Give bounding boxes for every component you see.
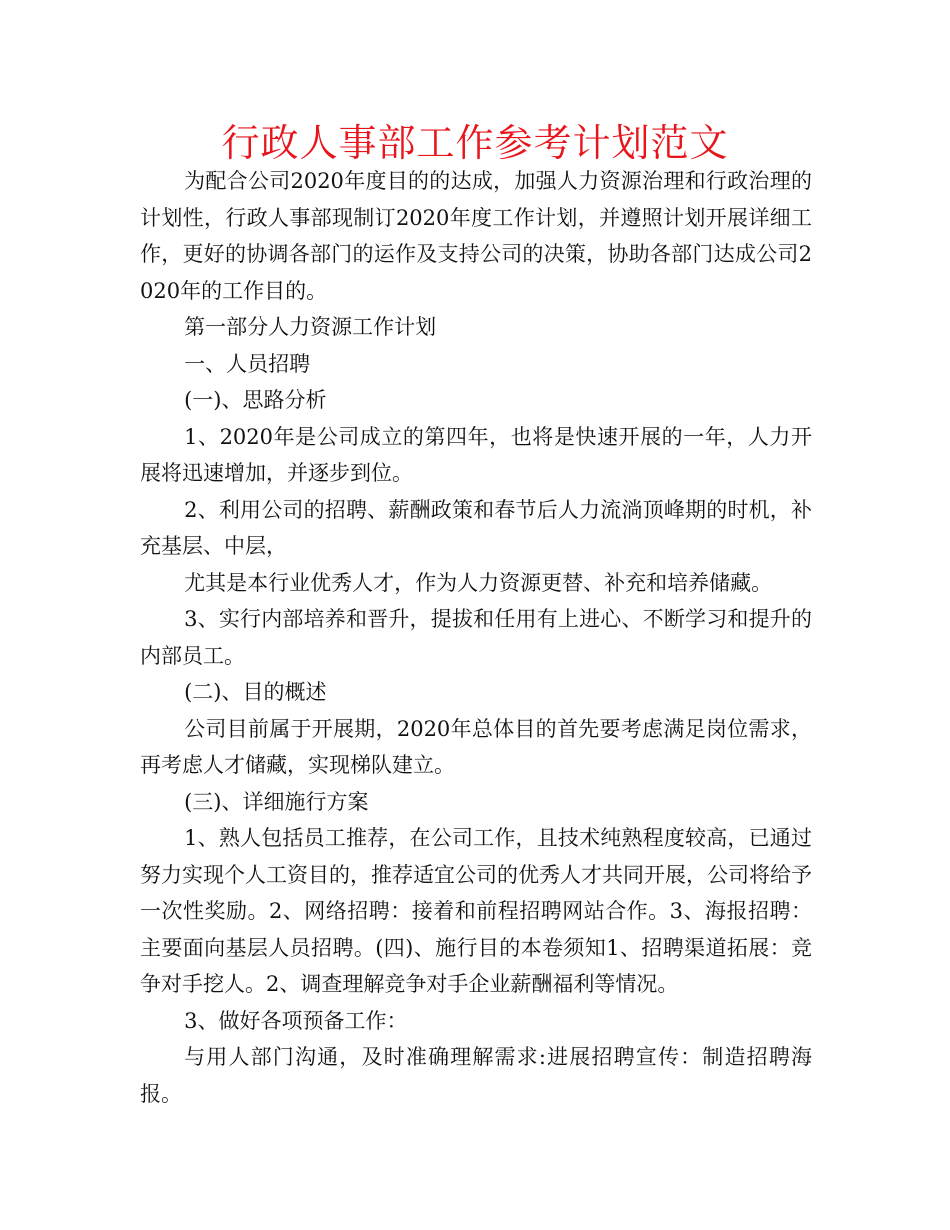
- document-body: [140, 163, 812, 1112]
- paragraph-analysis-3: 3、实行内部培养和晋升，提拔和任用有上进心、不断学习和提升的内部员工。: [140, 607, 812, 668]
- paragraph-analysis-2-continued: 尤其是本行业优秀人才，作为人力资源更替、补充和培养储藏。: [184, 570, 773, 595]
- subheading-analysis: (一)、思路分析: [184, 388, 327, 412]
- subheading-implementation-plan: (三)、详细施行方案: [184, 789, 369, 814]
- paragraph-preparation: 与用人部门沟通，及时准确理解需求:进展招聘宣传：制造招聘海报。: [140, 1045, 812, 1106]
- paragraph-goal-overview: 公司目前属于开展期，2020年总体目的首先要考虑满足岗位需求，再考虑人才储藏，实现梯队建立。: [140, 716, 812, 777]
- paragraph-intro: 为配合公司2020年度目的的达成，加强人力资源治理和行政治理的计划性，行政人事部现制订2020年度工作计划，并遵照计划开展详细工作，更好的协调各部门的运作及支持公司的决策，协助各部门达成公司2020年的工作目的。: [140, 169, 812, 303]
- subheading-goal-overview: (二)、目的概述: [184, 680, 327, 704]
- document-title: 行政人事部工作参考计划范文: [221, 121, 729, 165]
- section-heading-recruitment: 一、人员招聘: [184, 351, 311, 376]
- paragraph-implementation: 1、熟人包括员工推荐，在公司工作，且技术纯熟程度较高，已通过努力实现个人工资目的，推荐适宜公司的优秀人才共同开展，公司将给予一次性奖励。2、网络招聘：接着和前程招聘网站合作。3、海报招聘：主要面向基层人员招聘。(四)、施行目的本卷须知1、招聘渠道拓展：竞争对手挖人。2、调查理解竞争对手企业薪酬福利等情况。: [140, 826, 812, 996]
- paragraph-analysis-1: 1、2020年是公司成立的第四年，也将是快速开展的一年，人力开展将迅速增加，并逐步到位。: [140, 424, 812, 485]
- paragraph-preparation-heading: 3、做好各项预备工作：: [184, 1008, 408, 1033]
- paragraph-analysis-2: 2、利用公司的招聘、薪酬政策和春节后人力流淌顶峰期的时机，补充基层、中层，: [140, 497, 812, 558]
- section-heading-part-one: 第一部分人力资源工作计划: [184, 315, 437, 339]
